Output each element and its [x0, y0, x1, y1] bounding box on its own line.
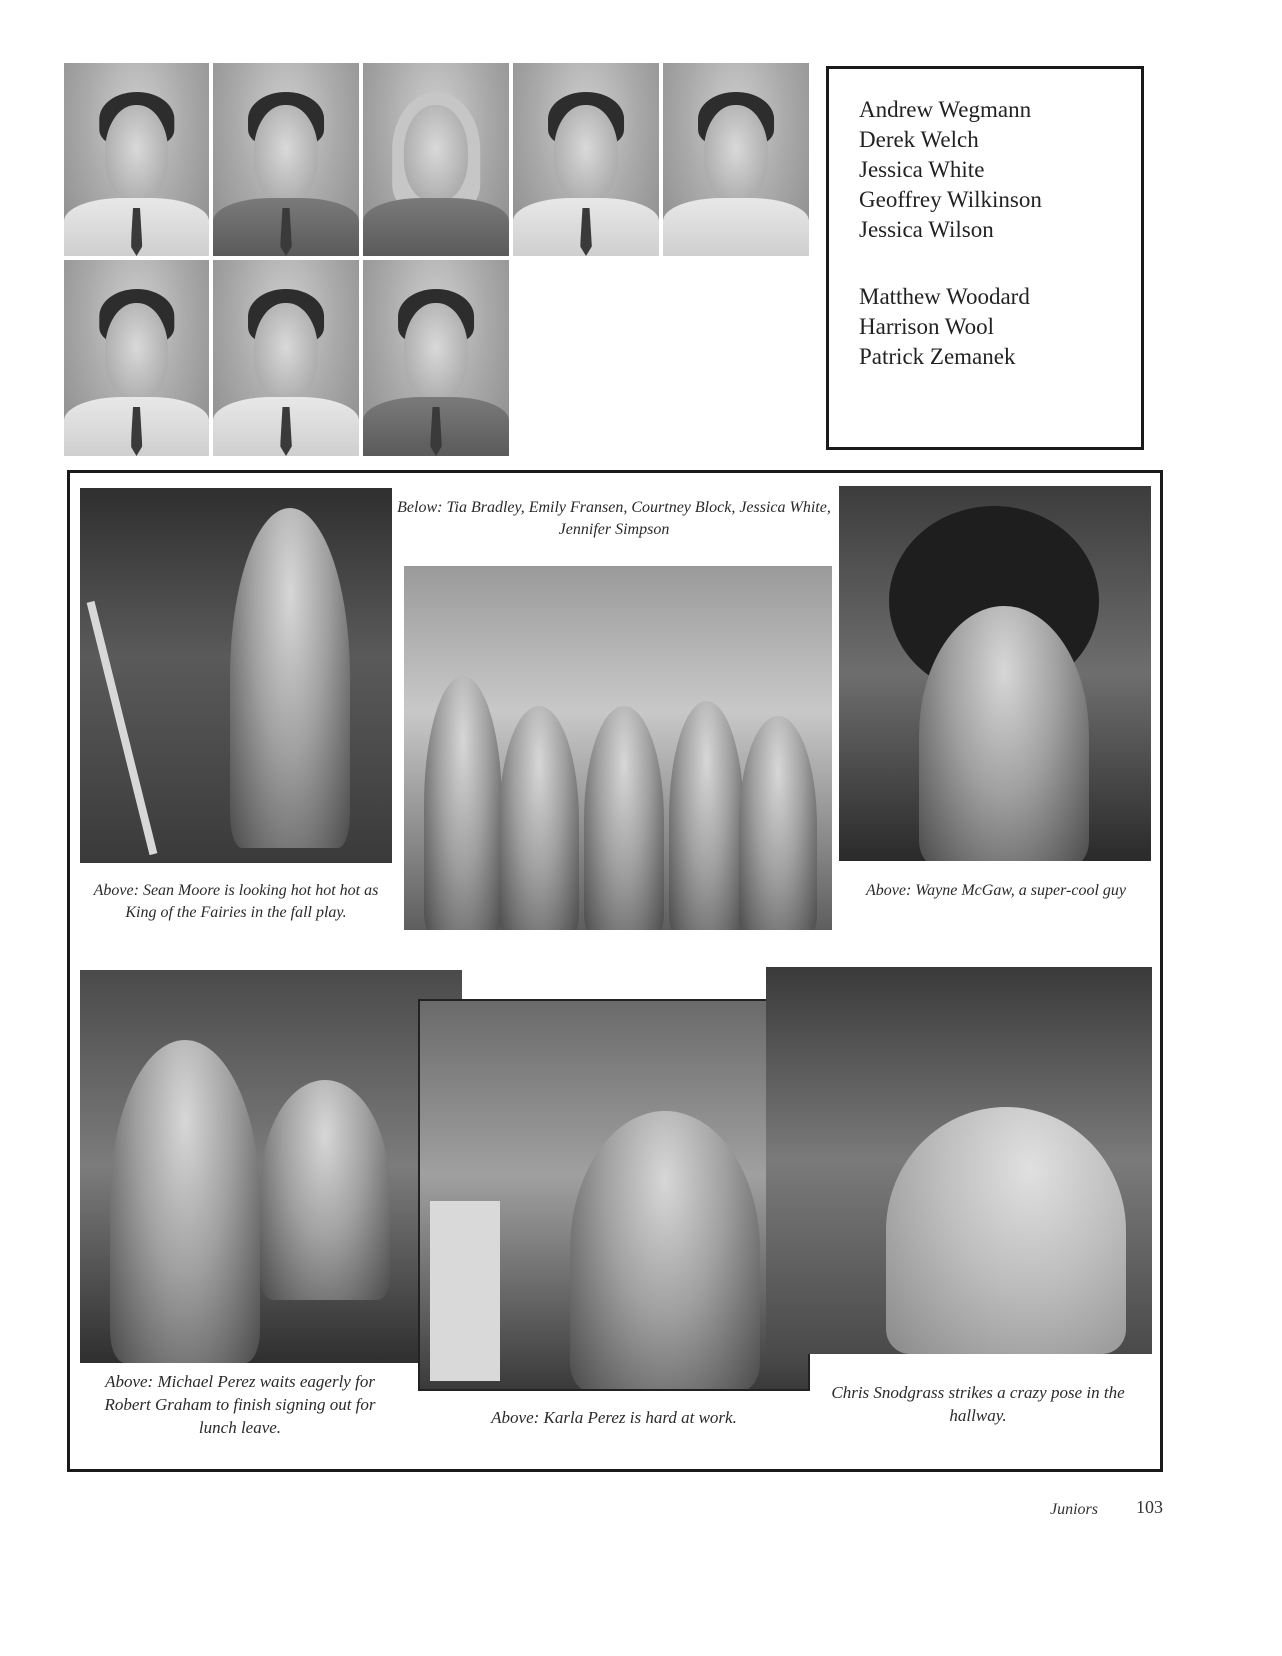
- student-name: Matthew Woodard: [859, 284, 1030, 309]
- candid-photo-sean-moore: [80, 488, 392, 863]
- names-box: [826, 66, 1144, 450]
- name-list-group-1: [859, 95, 1042, 245]
- portrait-photo: [363, 260, 509, 456]
- caption-karla-perez: Above: Karla Perez is hard at work.: [491, 1408, 737, 1427]
- candid-photo-michael-perez: [80, 970, 462, 1363]
- portrait-photo: [363, 63, 509, 256]
- page-number: 103: [1136, 1497, 1163, 1517]
- candid-photo-chris-snodgrass: [766, 967, 1152, 1354]
- portrait-photo: [513, 63, 659, 256]
- student-name: Jessica White: [859, 157, 985, 182]
- portrait-photo: [64, 63, 209, 256]
- student-name: Jessica Wilson: [859, 217, 994, 242]
- name-list-group-2: [859, 282, 1030, 372]
- student-name: Harrison Wool: [859, 314, 995, 339]
- portrait-photo: [64, 260, 209, 456]
- portrait-photo: [663, 63, 809, 256]
- section-label: Juniors: [1050, 1501, 1098, 1518]
- student-name: Derek Welch: [859, 127, 979, 152]
- student-name: Geoffrey Wilkinson: [859, 187, 1042, 212]
- student-name: Patrick Zemanek: [859, 344, 1016, 369]
- caption-michael-perez: Above: Michael Perez waits eagerly for Robert Graham to finish signing out for lunch leave.: [104, 1372, 376, 1437]
- caption-wayne-mcgaw: Above: Wayne McGaw, a super-cool guy: [865, 882, 1127, 899]
- caption-chris-snodgrass: Chris Snodgrass strikes a crazy pose in the hallway.: [831, 1383, 1125, 1425]
- portrait-photo: [213, 260, 359, 456]
- caption-sean-moore: Above: Sean Moore is looking hot hot hot as King of the Fairies in the fall play.: [93, 882, 379, 921]
- candid-photo-karla-perez: [418, 999, 810, 1391]
- candid-photo-group-girls: [404, 566, 832, 930]
- portrait-photo: [213, 63, 359, 256]
- caption-group-girls: Below: Tia Bradley, Emily Fransen, Courtney Block, Jessica White, Jennifer Simpson: [397, 499, 831, 538]
- student-name: Andrew Wegmann: [859, 97, 1032, 122]
- candid-photo-wayne-mcgaw: [839, 486, 1151, 861]
